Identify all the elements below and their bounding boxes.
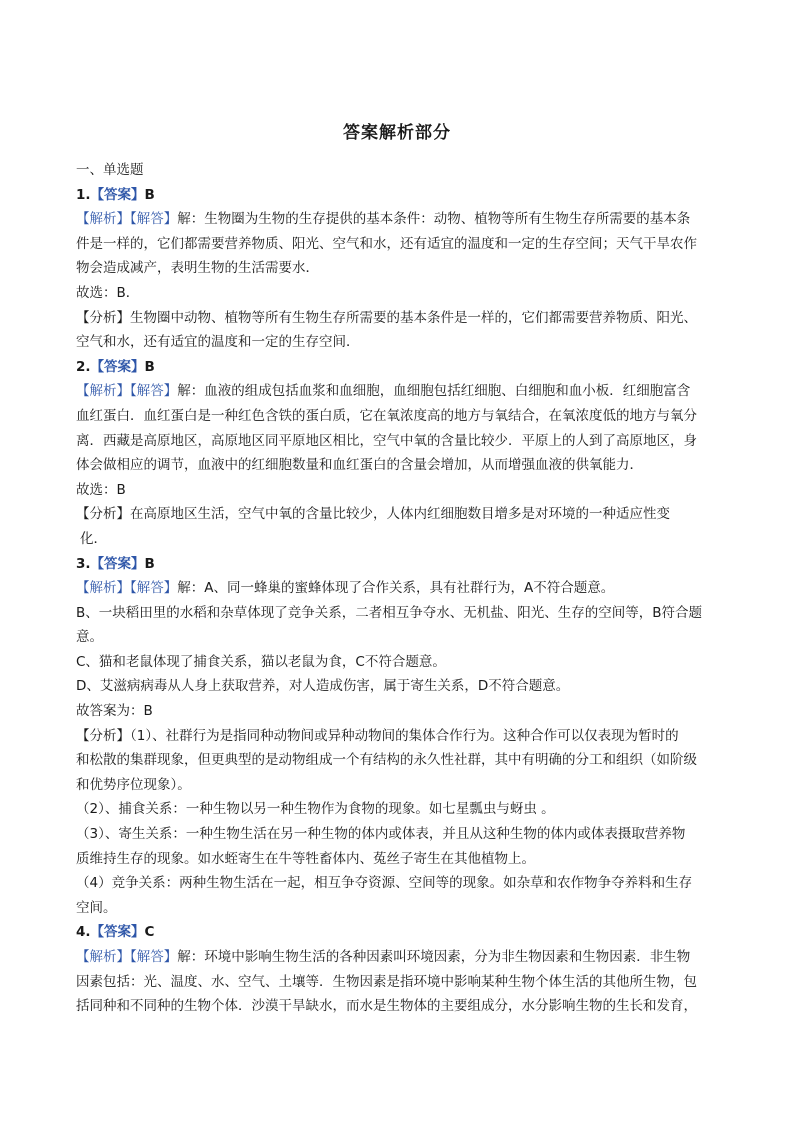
q2-analysis-line-4: 体会做相应的调节，血液中的红细胞数量和血红蛋白的含量会增加，从而增强血液的供氧能力． [76,457,643,474]
q3-fenxi-line-1 [76,724,718,749]
q4-answer-tag-2: 【解答】 [130,949,178,965]
q3-fenxi-text-1: （1）、社群行为是指同种动物间或异种动物间的集体合作行为。这种合作可以仅表现为暂时的 [130,727,679,744]
q3-fenxi-tag: 【分析】 [76,727,130,744]
q3-fenxi-line-4: （2）、捕食关系：一种生物以另一种生物作为食物的现象。如七星瓢虫与蚜虫 。 [76,801,555,818]
q2-analysis-line-2: 血红蛋白．血红蛋白是一种红色含铁的蛋白质，它在氧浓度高的地方与氧结合，在氧浓度低的地方与氧分 [76,407,697,424]
q4-answer: C [144,924,155,941]
q2-fenxi-line-1 [76,502,718,527]
q3-analysis-tag: 【解析】 [76,580,130,597]
answer-content [76,158,718,1019]
q3-fenxi-line-3: 和优势序位现象）。 [76,776,191,793]
q3-fenxi-line-8: 空间。 [76,899,117,916]
q3-fenxi-line-6: 质维持生存的现象。如水蛭寄生在牛等牲畜体内、菟丝子寄生在其他植物上。 [76,850,535,867]
q4-analysis-line-2: 因素包括：光、温度、水、空气、土壤等．生物因素是指环境中影响某种生物个体生活的其他所生物，包 [76,973,697,990]
q3-analysis-line-4: C、猫和老鼠体现了捕食关系，猫以老鼠为食，C不符合题意。 [76,653,446,670]
q4-number: 4. [76,924,91,941]
q2-conclusion: 故选：B [76,481,126,498]
q2-answer-line [76,355,718,380]
q3-number: 3. [76,555,91,572]
q2-answer: B [144,358,155,375]
q3-analysis-line-1 [76,576,718,601]
q2-number: 2. [76,358,91,375]
q4-analysis-line-3: 括同种和不同种的生物个体．沙漠干旱缺水，而水是生物体的主要组成分，水分影响生物的生长和发育， [76,998,697,1015]
q1-fenxi-line-1 [76,306,718,331]
q1-analysis-tag: 【解析】 [76,211,130,228]
q4-analysis-text-1: 解：环境中影响生物生活的各种因素叫环境因素，分为非生物因素和生物因素．非生物 [177,949,691,965]
q3-answer: B [144,555,155,572]
q2-analysis-tag: 【解析】 [76,383,130,400]
q3-fenxi-line-5: （3）、寄生关系：一种生物生活在另一种生物的体内或体表，并且从这种生物的体内或体表摄取营养物 [76,826,686,843]
q1-analysis-text-1: 解：生物圈为生物的生存提供的基本条件：动物、植物等所有生物生存所需要的基本条 [177,211,691,228]
q2-analysis-line-3: 离．西藏是高原地区，高原地区同平原地区相比，空气中氧的含量比较少．平原上的人到了高原地区，身 [76,432,697,449]
q4-answer-tag: 【答案】 [90,924,145,941]
q2-answer-tag: 【答案】 [90,358,145,375]
q3-answer-tag: 【答案】 [90,555,145,572]
q2-fenxi-text-1: 在高原地区生活，空气中氧的含量比较少，人体内红细胞数目增多是对环境的一种适应性变 [130,506,670,523]
q3-fenxi-line-7: （4）竞争关系：两种生物生活在一起，相互争夺资源、空间等的现象。如杂草和农作物争夺养料和生存 [76,875,693,892]
q2-analysis-text-1: 解：血液的组成包括血浆和血细胞，血细胞包括红细胞、白细胞和血小板．红细胞富含 [177,383,691,400]
q3-fenxi-line-2: 和松散的集群现象，但更典型的是动物组成一个有结构的永久性社群，其中有明确的分工和组织（如阶级 [76,752,697,769]
q1-conclusion: 故选：B． [76,284,140,301]
q3-answer-tag-2: 【解答】 [130,580,178,597]
q1-answer-tag: 【答案】 [90,186,145,203]
q3-analysis-line-3: 意。 [76,629,103,646]
q1-fenxi-tag: 【分析】 [76,309,130,326]
q3-analysis-line-2: B、一块稻田里的水稻和杂草体现了竞争关系，二者相互争夺水、无机盐、阳光、生存的空间等，B符合题 [76,604,703,621]
q2-answer-tag-2: 【解答】 [130,383,178,400]
q4-answer-line [76,920,718,945]
q1-answer-line [76,183,718,208]
page-title: 答案解析部分 [343,123,451,143]
q1-fenxi-line-2: 空气和水，还有适宜的温度和一定的生存空间． [76,334,360,351]
q1-analysis-line-2: 件是一样的，它们都需要营养物质、阳光、空气和水，还有适宜的温度和一定的生存空间；天气干旱农作 [76,235,697,252]
q3-conclusion: 故答案为：B [76,703,153,720]
q1-fenxi-text-1: 生物圈中动物、植物等所有生物生存所需要的基本条件是一样的，它们都需要营养物质、阳光、 [130,309,697,326]
section-heading: 一、单选题 [76,162,144,178]
q2-analysis-line-1 [76,379,718,404]
q1-number: 1. [76,186,91,203]
q4-analysis-line-1 [76,945,718,970]
q1-answer-tag-2: 【解答】 [130,211,178,228]
q2-fenxi-tag: 【分析】 [76,506,130,523]
q4-analysis-tag: 【解析】 [76,949,130,965]
q3-answer-line [76,552,718,577]
q3-analysis-text-1: 解：A、同一蜂巢的蜜蜂体现了合作关系，具有社群行为，A不符合题意。 [177,580,615,597]
q1-analysis-line-3: 物会造成减产，表明生物的生活需要水． [76,260,319,277]
q2-fenxi-line-2: 化． [80,530,107,547]
q1-analysis-line-1 [76,207,718,232]
q3-analysis-line-5: D、艾滋病病毒从人身上获取营养，对人造成伤害，属于寄生关系，D不符合题意。 [76,678,570,695]
q1-answer: B [144,186,155,203]
